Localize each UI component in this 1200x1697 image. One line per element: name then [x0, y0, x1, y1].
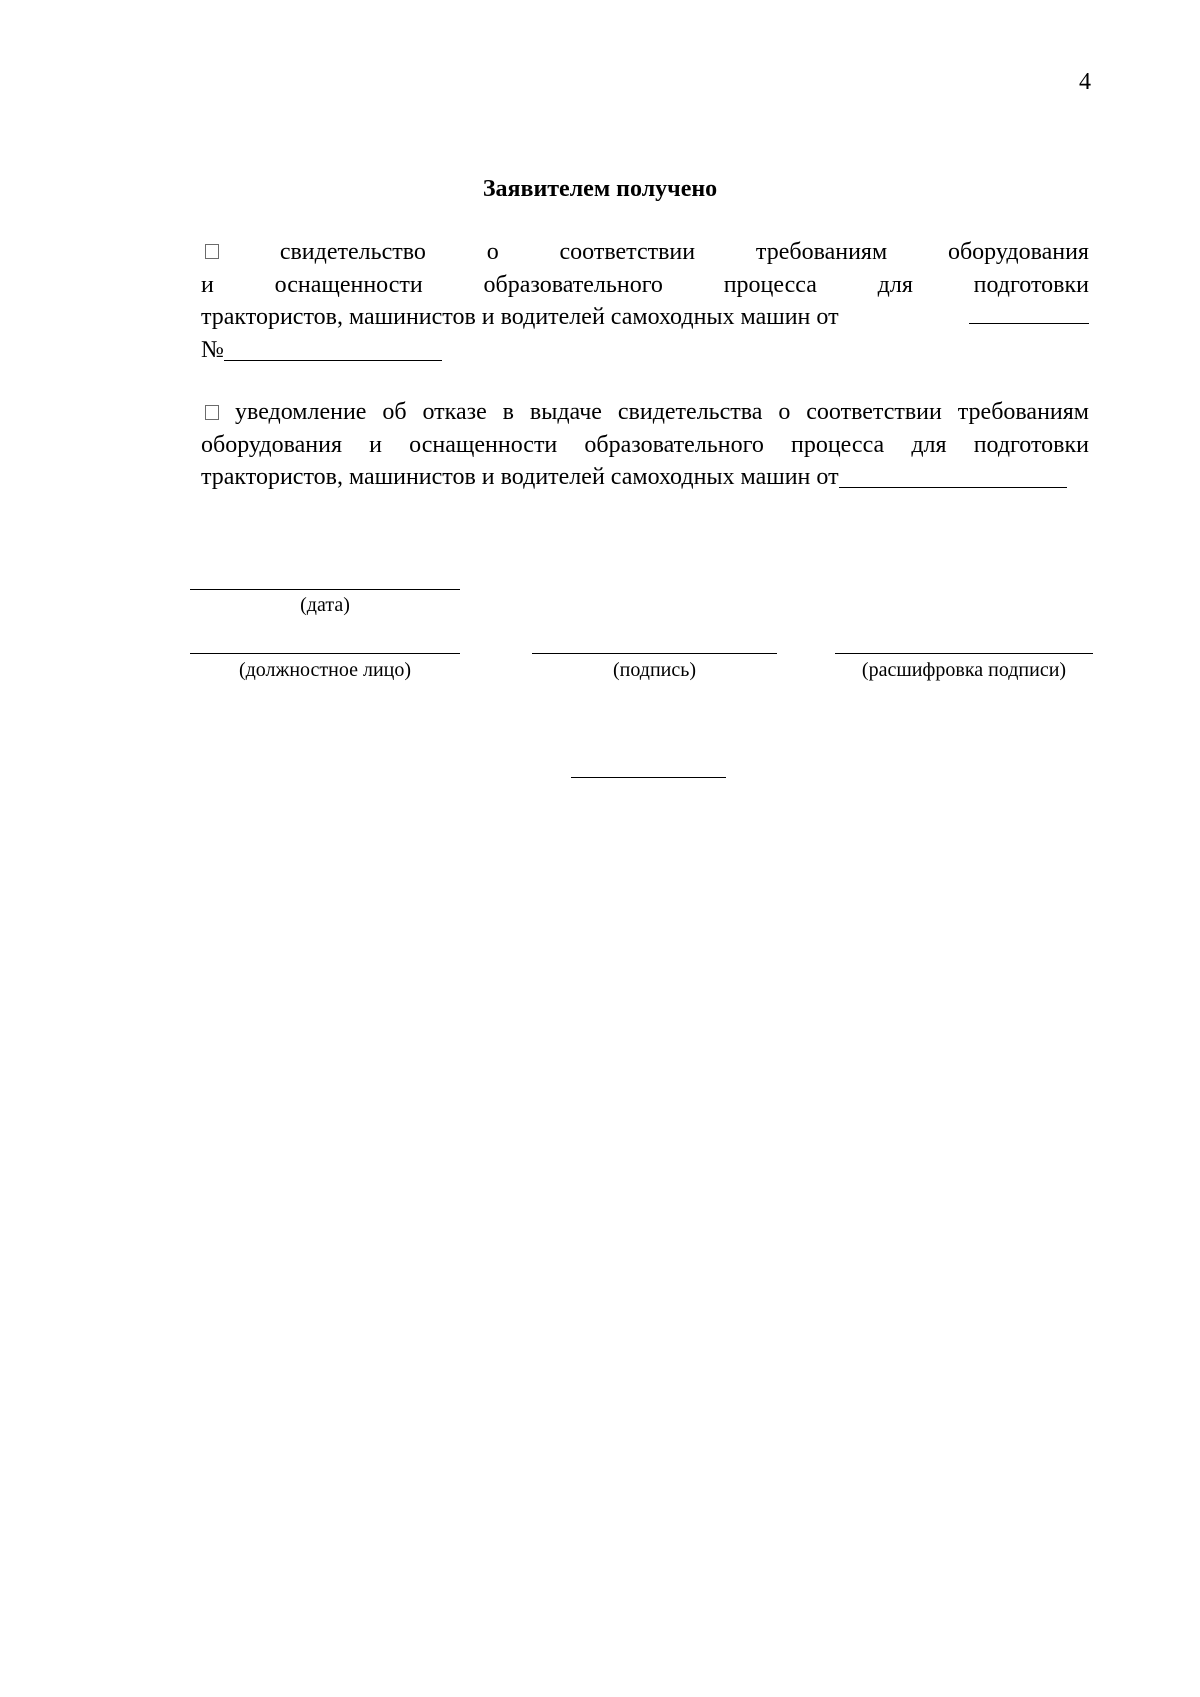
decryption-line[interactable] — [835, 653, 1093, 654]
date-line[interactable] — [190, 589, 460, 590]
word: соответствии — [559, 239, 696, 265]
word: и — [201, 271, 214, 298]
certificate-number-blank[interactable] — [224, 340, 442, 361]
certificate-date-blank[interactable] — [969, 303, 1089, 324]
word: процесса — [723, 271, 817, 298]
refusal-notice-text: уведомление об отказе в выдаче свидетельства о соответствии требованиям оборудования и оснащенности образовательного процесса для подготовки трактористов, машинистов и водителей самоходных машин от — [201, 399, 1089, 490]
checkbox-certificate[interactable] — [205, 244, 219, 259]
signature-line[interactable] — [532, 653, 777, 654]
certificate-line-1 — [201, 236, 1089, 269]
page-number: 4 — [1079, 69, 1091, 95]
word: требованиям — [755, 239, 888, 265]
certificate-item — [201, 236, 1089, 366]
refusal-date-blank[interactable] — [839, 467, 1067, 488]
word: оборудования — [947, 239, 1089, 265]
page-title: Заявителем получено — [482, 176, 718, 202]
word: подготовки — [973, 271, 1089, 298]
certificate-line-3-text: трактористов, машинистов и водителей самоходных машин от — [201, 304, 839, 330]
decryption-caption: (расшифровка подписи) — [861, 659, 1067, 681]
word: образовательного — [483, 271, 663, 298]
number-sign: № — [201, 336, 224, 363]
certificate-line-2 — [201, 269, 1089, 302]
certificate-line-3 — [201, 301, 1089, 334]
word: о — [486, 239, 499, 265]
official-line[interactable] — [190, 653, 460, 654]
official-caption: (должностное лицо) — [238, 659, 412, 681]
word: свидетельство — [279, 239, 426, 265]
word: оснащенности — [274, 271, 423, 298]
checkbox-refusal-notice[interactable] — [205, 405, 219, 420]
word: для — [877, 271, 913, 298]
end-divider — [571, 777, 726, 778]
signature-caption: (подпись) — [612, 659, 697, 681]
refusal-notice-item — [201, 396, 1089, 494]
certificate-line-4 — [201, 334, 1089, 367]
date-caption: (дата) — [300, 594, 350, 616]
